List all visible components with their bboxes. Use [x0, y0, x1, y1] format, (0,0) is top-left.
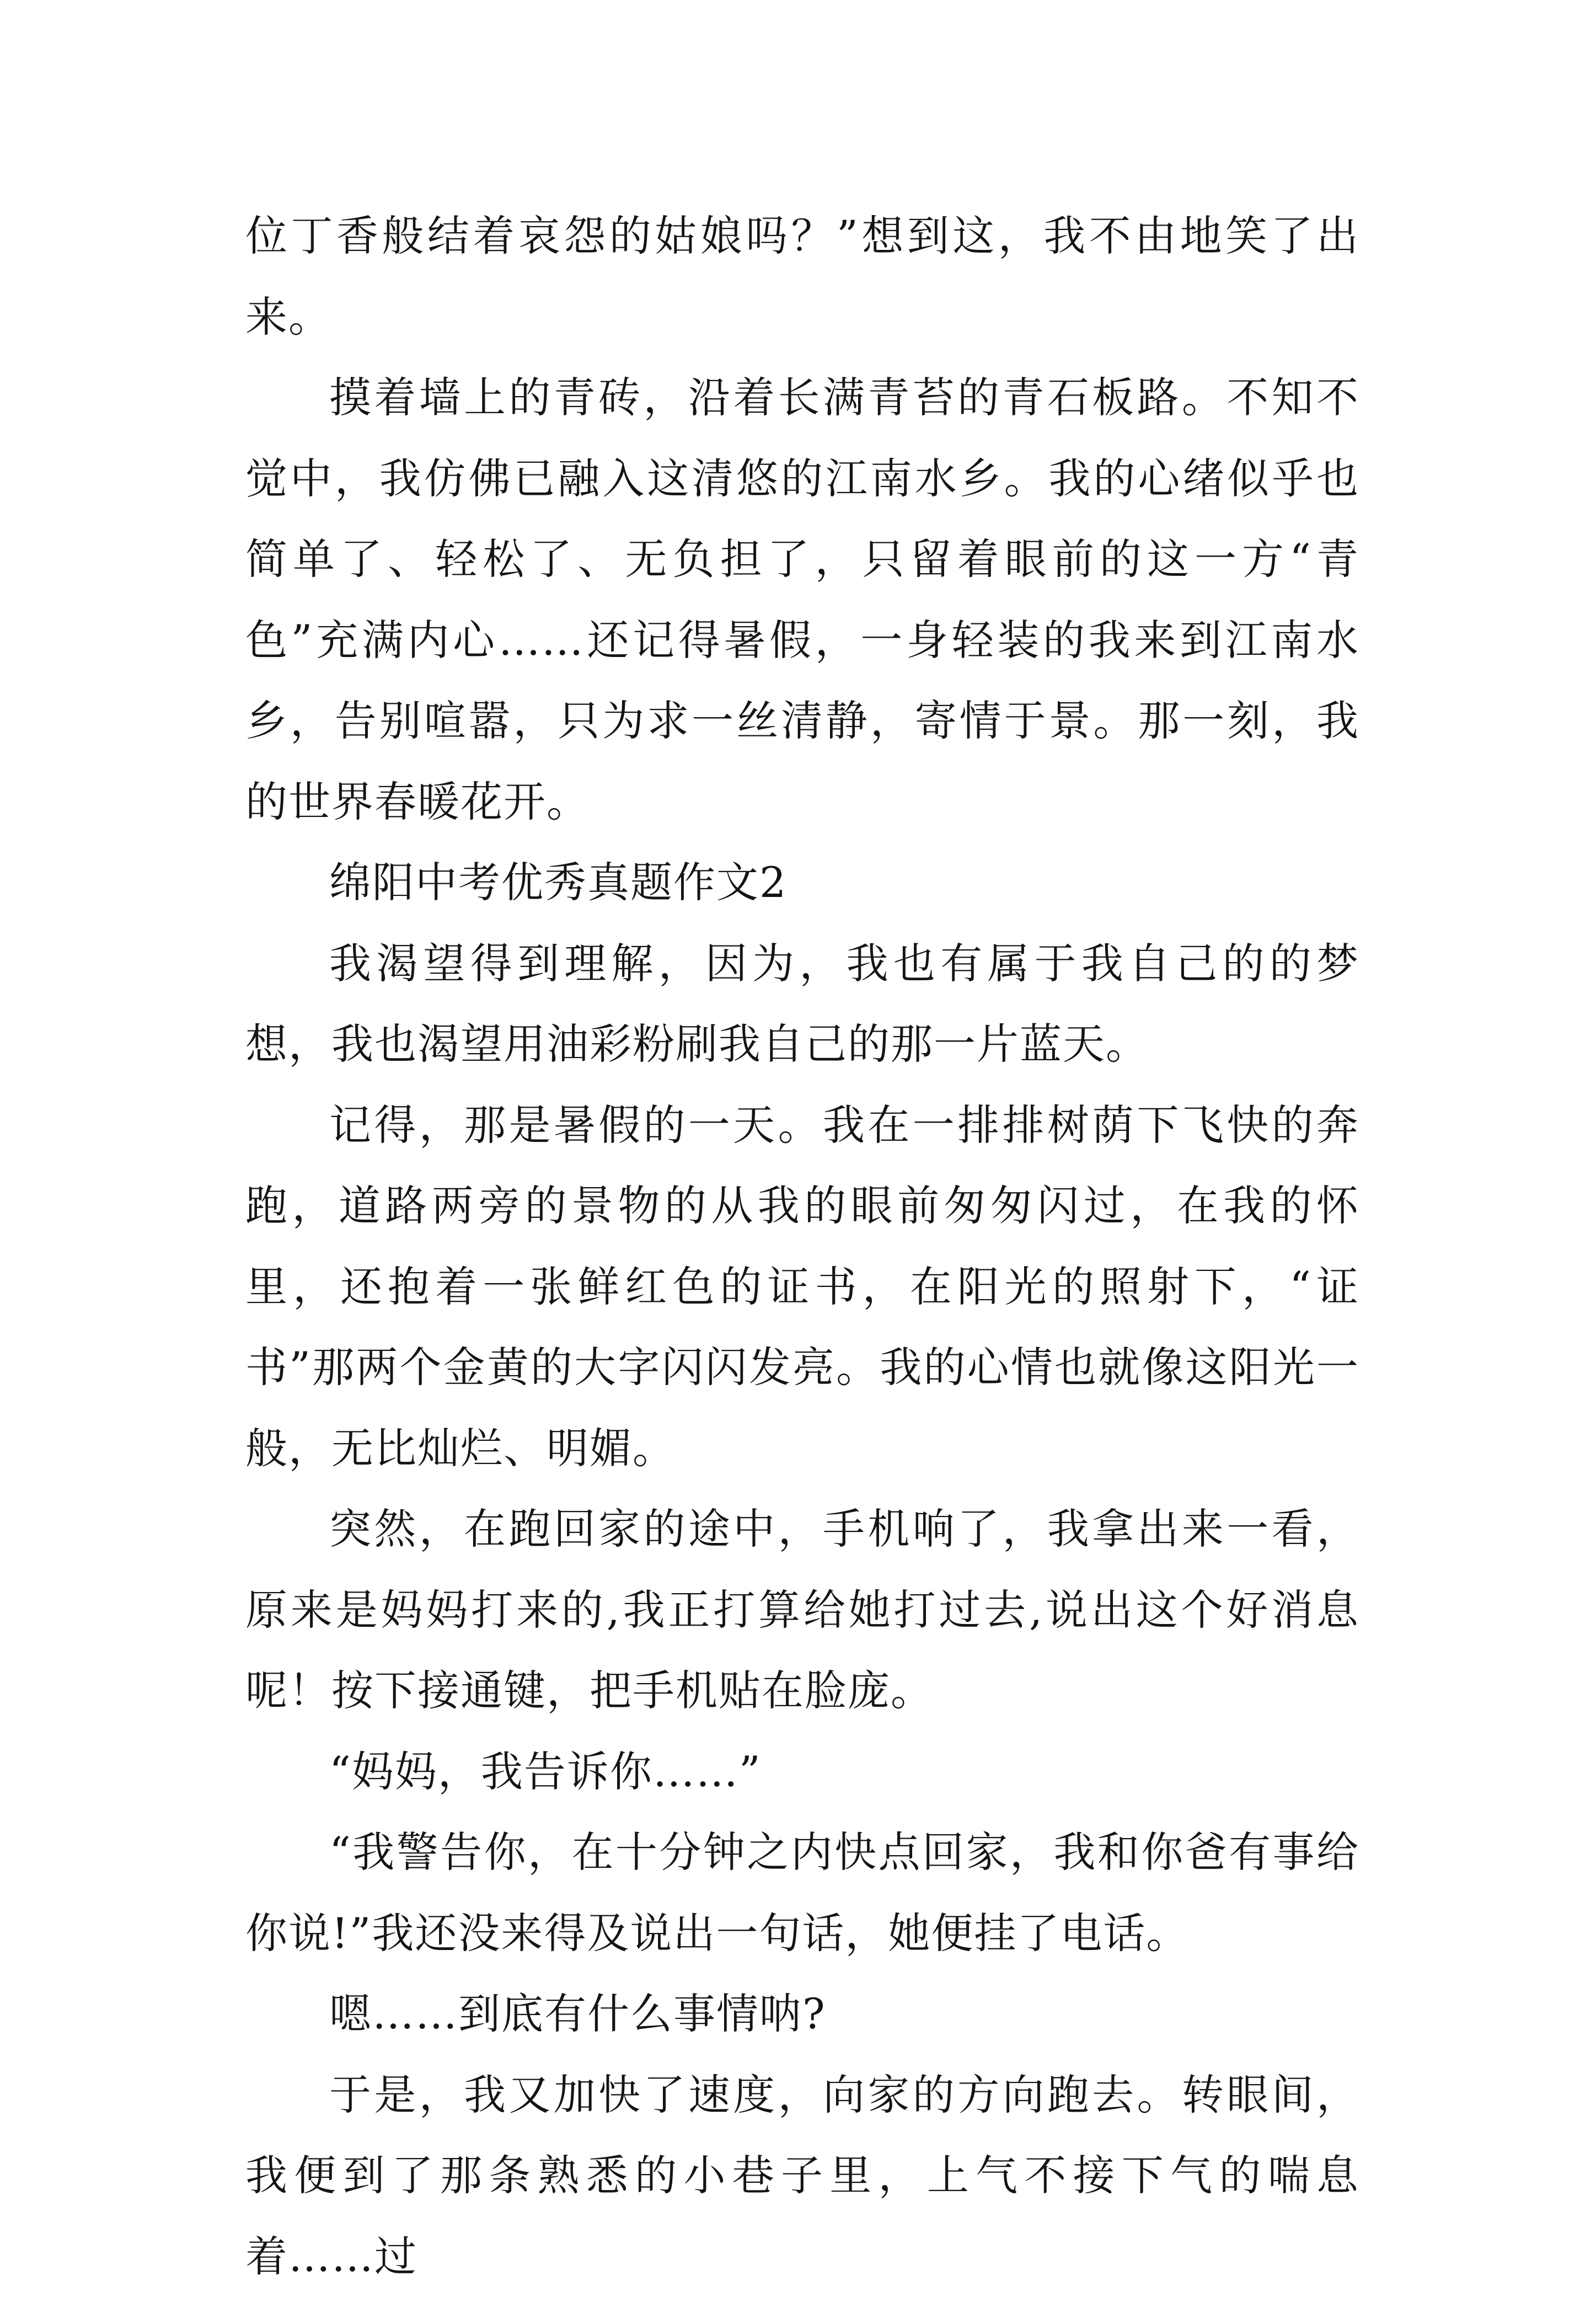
paragraph: 我渴望得到理解，因为，我也有属于我自己的的梦想，我也渴望用油彩粉刷我自己的那一片蓝天。 — [245, 923, 1359, 1085]
paragraph: 摸着墙上的青砖，沿着长满青苔的青石板路。不知不觉中，我仿佛已融入这清悠的江南水乡。我的心绪似乎也简单了、轻松了、无负担了，只留着眼前的这一方“青色”充满内心……还记得暑假，一身轻装的我来到江南水乡，告别喧嚣，只为求一丝清静，寄情于景。那一刻，我的世界春暖花开。 — [245, 357, 1359, 842]
paragraph: “我警告你，在十分钟之内快点回家，我和你爸有事给你说!”我还没来得及说出一句话，她便挂了电话。 — [245, 1812, 1359, 1974]
document-body — [245, 196, 1359, 2297]
paragraph: 记得，那是暑假的一天。我在一排排树荫下飞快的奔跑，道路两旁的景物的从我的眼前匆匆闪过，在我的怀里，还抱着一张鲜红色的证书，在阳光的照射下，“证书”那两个金黄的大字闪闪发亮。我的心情也就像这阳光一般，无比灿烂、明媚。 — [245, 1085, 1359, 1489]
paragraph: 突然，在跑回家的途中，手机响了，我拿出来一看，原来是妈妈打来的,我正打算给她打过去,说出这个好消息呢！按下接通键，把手机贴在脸庞。 — [245, 1489, 1359, 1732]
paragraph: 于是，我又加快了速度，向家的方向跑去。转眼间，我便到了那条熟悉的小巷子里，上气不接下气的喘息着……过 — [245, 2055, 1359, 2297]
essay-title: 绵阳中考优秀真题作文2 — [245, 842, 1359, 923]
paragraph: “妈妈，我告诉你……” — [245, 1732, 1359, 1813]
paragraph: 嗯……到底有什么事情呐? — [245, 1974, 1359, 2055]
paragraph: 位丁香般结着哀怨的姑娘吗？”想到这，我不由地笑了出来。 — [245, 196, 1359, 357]
